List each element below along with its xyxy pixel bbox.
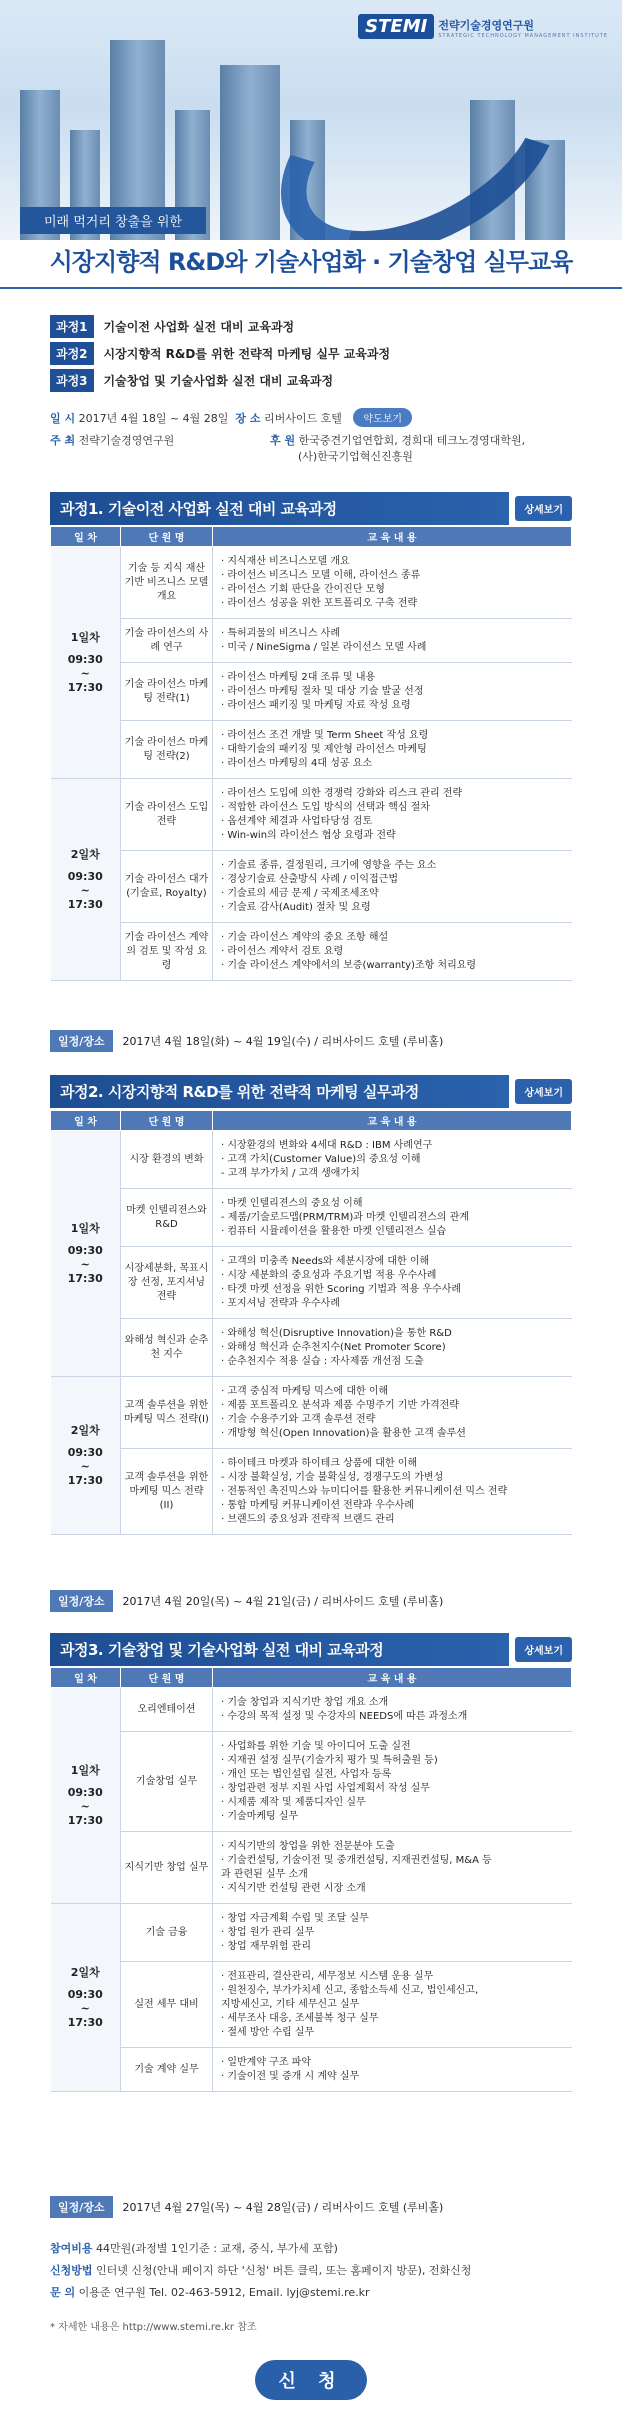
date-place-row <box>50 408 412 427</box>
day-label: 2일차 <box>70 847 100 861</box>
unit-content: · 지식재산 비즈니스모델 개요 · 라이선스 비즈니스 모델 이해, 라이선스 종류 · 라이선스 기회 판단을 간이진단 모형 · 라이선스 성공을 위한 포트폴리오 구축 전략 <box>213 547 572 619</box>
host-label: 주 최 <box>50 434 76 447</box>
unit-content: · 라이선스 조건 개발 및 Term Sheet 작성 요령 · 대학기술의 패키징 및 제안형 라이선스 마케팅 · 라이선스 마케팅의 4대 성공 요소 <box>213 721 572 779</box>
place-tag: 일정/장소 <box>50 1030 113 1052</box>
detail-button[interactable]: 상세보기 <box>515 496 572 521</box>
unit-content: · 하이테크 마켓과 하이테크 상품에 대한 이해 - 시장 불확실성, 기술 불확실성, 경쟁구도의 가변성 · 전통적인 촉진믹스와 뉴미디어를 활용한 커뮤니케이션 믹스 전략 · 통합 마케팅 커뮤니케이션 전략과 우수사례 · 브랜드의 중요성과 전략적 브랜드 관리 <box>213 1449 572 1535</box>
fee-value: 44만원(과정별 1인기준 : 교재, 중식, 부가세 포함) <box>96 2242 338 2255</box>
logo-text-block <box>438 14 608 39</box>
day-cell <box>51 779 121 981</box>
table-row <box>51 1904 572 1962</box>
date-value: 2017년 4월 18일 ~ 4월 28일 <box>78 412 229 425</box>
day-cell <box>51 547 121 779</box>
section-header <box>50 1075 572 1108</box>
unit-content: · 기술료 종류, 결정원리, 크기에 영향을 주는 요소 · 경상기술료 산출방식 사례 / 이익접근법 · 기술료의 세금 문제 / 국제조세조약 · 기술료 감사(Audit) 절차 및 요령 <box>213 851 572 923</box>
table-row <box>51 1832 572 1904</box>
logo-text: 전략기술경영연구원 <box>438 19 534 32</box>
day-label: 1일차 <box>70 1763 100 1777</box>
table-row <box>51 1962 572 2048</box>
unit-content: · 특허괴물의 비즈니스 사례 · 미국 / NineSigma / 일본 라이선스 모델 사례 <box>213 619 572 663</box>
fee-row <box>50 2240 338 2256</box>
unit-name: 기술 등 지식 재산기반 비즈니스 모델 개요 <box>121 547 213 619</box>
table-row <box>51 1131 572 1189</box>
table-row <box>51 721 572 779</box>
table-row <box>51 923 572 981</box>
table-row <box>51 851 572 923</box>
course-item <box>50 342 390 365</box>
unit-content: · 라이선스 도입에 의한 경쟁력 강화와 리스크 관리 전략 · 적합한 라이선스 도입 방식의 선택과 핵심 절차 · 옵션계약 체결과 사업타당성 검토 · Win-win의 라이선스 협상 요령과 전략 <box>213 779 572 851</box>
table-row <box>51 1732 572 1832</box>
col-header-content: 교 육 내 용 <box>213 1111 572 1131</box>
unit-name: 고객 솔루션을 위한 마케팅 믹스 전략(I) <box>121 1377 213 1449</box>
unit-name: 고객 솔루션을 위한 마케팅 믹스 전략(II) <box>121 1449 213 1535</box>
place-text: 2017년 4월 20일(목) ~ 4월 21일(금) / 리버사이드 호텔 (루비홀) <box>122 1595 444 1608</box>
unit-content: · 지식기반의 창업을 위한 전문분야 도출 · 기술컨설팅, 기술이전 및 중개컨설팅, 지재권컨설팅, M&A 등 과 관련된 실무 소개 · 지식기반 컨설팅 관련 시장 소개 <box>213 1832 572 1904</box>
day-time: 09:30 ~ 17:30 <box>67 1987 103 2029</box>
method-label: 신청방법 <box>50 2264 93 2277</box>
table-row <box>51 663 572 721</box>
detail-button[interactable]: 상세보기 <box>515 1637 572 1662</box>
unit-content: · 고객 중심적 마케팅 믹스에 대한 이해 · 제품 포트폴리오 분석과 제품 수명주기 기반 가격전략 · 기술 수용주기와 고객 솔루션 전략 · 개방형 혁신(Open Innovation)을 활용한 고객 솔루션 <box>213 1377 572 1449</box>
unit-name: 기술 계약 실무 <box>121 2048 213 2092</box>
page-title: 시장지향적 R&D와 기술사업화 · 기술창업 실무교육 <box>49 248 573 276</box>
contact-label: 문 의 <box>50 2286 76 2299</box>
unit-content: · 일반계약 구조 파악 · 기술이전 및 증개 시 계약 실무 <box>213 2048 572 2092</box>
table-row <box>51 1247 572 1319</box>
col-header-content: 교 육 내 용 <box>213 1668 572 1688</box>
host-value: 전략기술경영연구원 <box>78 434 175 447</box>
unit-content: · 기술 라이선스 계약의 중요 조항 해설 · 라이선스 계약서 검토 요령 · 기술 라이선스 계약에서의 보증(warranty)조항 처리요령 <box>213 923 572 981</box>
contact-value: 이용준 연구원 Tel. 02-463-5912, Email. lyj@stemi.re.kr <box>78 2286 370 2299</box>
unit-content: · 시장환경의 변화와 4세대 R&D : IBM 사례연구 · 고객 가치(Customer Value)의 중요성 이해 - 고객 부가가치 / 고객 생애가치 <box>213 1131 572 1189</box>
col-header-unit: 단 원 명 <box>121 1668 213 1688</box>
unit-name: 실전 세무 대비 <box>121 1962 213 2048</box>
unit-name: 기술 라이선스 도입 전략 <box>121 779 213 851</box>
reference-note: * 자세한 내용은 http://www.stemi.re.kr 참조 <box>50 2322 257 2333</box>
fee-label: 참여비용 <box>50 2242 93 2255</box>
col-header-content: 교 육 내 용 <box>213 527 572 547</box>
unit-content: · 사업화를 위한 기술 및 아이디어 도출 실전 · 지재권 설정 실무(기술가치 평가 및 특허출원 등) · 개인 또는 법인설립 실전, 사업자 등록 · 창업관련 정부 지원 사업 사업계획서 작성 실무 · 시제품 제작 및 제품디자인 실무 · 기술마케팅 실무 <box>213 1732 572 1832</box>
col-header-unit: 단 원 명 <box>121 527 213 547</box>
table-header-row <box>51 527 572 547</box>
day-cell <box>51 1904 121 2092</box>
place-text: 2017년 4월 18일(화) ~ 4월 19일(수) / 리버사이드 호텔 (루비홀) <box>122 1035 444 1048</box>
divider <box>0 287 622 289</box>
day-time: 09:30 ~ 17:30 <box>67 1243 103 1285</box>
day-time: 09:30 ~ 17:30 <box>67 1445 103 1487</box>
course-item <box>50 315 294 338</box>
section-title: 과정2. 시장지향적 R&D를 위한 전략적 마케팅 실무과정 <box>50 1075 509 1108</box>
table-row <box>51 1189 572 1247</box>
place-tag: 일정/장소 <box>50 2196 113 2218</box>
day-label: 1일차 <box>70 1221 100 1235</box>
logo-mark: STEMI <box>358 14 434 39</box>
detail-button[interactable]: 상세보기 <box>515 1079 572 1104</box>
logo-subtext: STRATEGIC TECHNOLOGY MANAGEMENT INSTITUTE <box>438 33 608 39</box>
schedule-place <box>50 1590 443 1612</box>
unit-content: · 마켓 인텔리젼스의 중요성 이해 - 제품/기술로드맵(PRM/TRM)과 마켓 인텔리젼스의 관계 · 컴퓨터 시뮬레이션을 활용한 마켓 인텔리전스 실습 <box>213 1189 572 1247</box>
table-header-row <box>51 1668 572 1688</box>
table-header-row <box>51 1111 572 1131</box>
unit-name: 기술 라이선스의 사례 연구 <box>121 619 213 663</box>
unit-name: 마켓 인텔리젼스와 R&D <box>121 1189 213 1247</box>
place-text: 2017년 4월 27일(목) ~ 4월 28일(금) / 리버사이드 호텔 (루비홀) <box>122 2201 444 2214</box>
table-row <box>51 2048 572 2092</box>
unit-name: 기술 라이선스 계약의 검토 및 작성 요령 <box>121 923 213 981</box>
map-button[interactable]: 약도보기 <box>353 408 412 427</box>
unit-content: · 기술 창업과 지식기반 창업 개요 소개 · 수강의 목적 설정 및 수강자의 NEEDS에 따른 과정소개 <box>213 1688 572 1732</box>
sponsor-row <box>270 432 525 464</box>
table-row <box>51 1449 572 1535</box>
unit-name: 기술창업 실무 <box>121 1732 213 1832</box>
date-label: 일 시 <box>50 412 76 425</box>
table-row <box>51 1319 572 1377</box>
unit-name: 시장세분화, 목표시장 선정, 포지셔닝 전략 <box>121 1247 213 1319</box>
sponsor-value: (사)한국기업혁신진흥원 <box>298 450 413 463</box>
contact-row <box>50 2284 370 2300</box>
method-value: 인터넷 신청(안내 페이지 하단 '신청' 버튼 클릭, 또는 홈페이지 방문), 전화신청 <box>96 2264 472 2277</box>
table-row <box>51 779 572 851</box>
section-title: 과정3. 기술창업 및 기술사업화 실전 대비 교육과정 <box>50 1633 509 1666</box>
col-header-day: 일 차 <box>51 1111 121 1131</box>
unit-name: 오리엔테이션 <box>121 1688 213 1732</box>
sponsor-label: 후 원 <box>270 434 296 447</box>
course-tag: 과정2 <box>50 342 94 365</box>
unit-name: 와해성 혁신과 순추천 지수 <box>121 1319 213 1377</box>
unit-name: 지식기반 창업 실무 <box>121 1832 213 1904</box>
unit-name: 기술 라이선스 마케팅 전략(1) <box>121 663 213 721</box>
unit-content: · 와해성 혁신(Disruptive Innovation)을 통한 R&D · 와해성 혁신과 순추천지수(Net Promoter Score) · 순추천지수 적용 실습 : 자사제품 개선점 도출 <box>213 1319 572 1377</box>
schedule-table <box>50 526 572 981</box>
method-row <box>50 2262 471 2278</box>
day-time: 09:30 ~ 17:30 <box>67 652 103 694</box>
schedule-place <box>50 2196 443 2218</box>
section-header <box>50 1633 572 1666</box>
sub-title: 미래 먹거리 창출을 위한 <box>20 207 206 234</box>
day-cell <box>51 1377 121 1535</box>
place-label: 장 소 <box>235 412 261 425</box>
apply-button[interactable]: 신 청 <box>255 2360 367 2400</box>
day-time: 09:30 ~ 17:30 <box>67 869 103 911</box>
place-tag: 일정/장소 <box>50 1590 113 1612</box>
course-name: 기술이전 사업화 실전 대비 교육과정 <box>103 320 295 334</box>
course-tag: 과정1 <box>50 315 94 338</box>
col-header-unit: 단 원 명 <box>121 1111 213 1131</box>
course-name: 기술창업 및 기술사업화 실전 대비 교육과정 <box>103 374 334 388</box>
unit-name: 기술 라이선스 마케팅 전략(2) <box>121 721 213 779</box>
unit-content: · 창업 자금계획 수립 및 조달 실무 · 창업 원가 관리 실무 · 창업 재무위험 관리 <box>213 1904 572 1962</box>
unit-content: · 라이선스 마케팅 2대 조류 및 내용 · 라이선스 마케팅 절차 및 대상 기술 발굴 선정 · 라이선스 패키징 및 마케팅 자료 작성 요령 <box>213 663 572 721</box>
day-label: 1일차 <box>70 630 100 644</box>
city-skyline <box>220 65 280 240</box>
schedule-table <box>50 1667 572 2092</box>
unit-content: · 고객의 미충족 Needs와 세분시장에 대한 이해 · 시장 세분화의 중요성과 주요기법 적용 우수사례 · 타겟 마켓 선정을 위한 Scoring 기법과 적용 우수사례 · 포지셔닝 전략과 우수사례 <box>213 1247 572 1319</box>
day-label: 2일차 <box>70 1965 100 1979</box>
col-header-day: 일 차 <box>51 1668 121 1688</box>
schedule-table <box>50 1110 572 1535</box>
stemi-logo <box>358 14 608 39</box>
hero-banner <box>0 0 622 240</box>
course-tag: 과정3 <box>50 369 94 392</box>
table-row <box>51 547 572 619</box>
table-row <box>51 619 572 663</box>
sponsor-value: 한국중견기업연합회, 경희대 테크노경영대학원, <box>298 434 526 447</box>
unit-content: · 전표관리, 결산관리, 세무정보 시스템 운용 실무 · 원천징수, 부가가치세 신고, 종합소득세 신고, 법인세신고, 지방세신고, 기타 세무신고 실무 · 세무조사 대응, 조세불복 청구 실무 · 절세 방안 수립 실무 <box>213 1962 572 2048</box>
day-time: 09:30 ~ 17:30 <box>67 1785 103 1827</box>
section-title: 과정1. 기술이전 사업화 실전 대비 교육과정 <box>50 492 509 525</box>
day-label: 2일차 <box>70 1423 100 1437</box>
host-row <box>50 432 174 448</box>
course-item <box>50 369 333 392</box>
day-cell <box>51 1131 121 1377</box>
course-name: 시장지향적 R&D를 위한 전략적 마케팅 실무 교육과정 <box>103 347 391 361</box>
place-value: 리버사이드 호텔 <box>264 412 342 425</box>
schedule-place <box>50 1030 443 1052</box>
table-row <box>51 1377 572 1449</box>
day-cell <box>51 1688 121 1904</box>
unit-name: 시장 환경의 변화 <box>121 1131 213 1189</box>
section-header <box>50 492 572 525</box>
unit-name: 기술 금융 <box>121 1904 213 1962</box>
col-header-day: 일 차 <box>51 527 121 547</box>
unit-name: 기술 라이선스 대가(기술료, Royalty) <box>121 851 213 923</box>
table-row <box>51 1688 572 1732</box>
